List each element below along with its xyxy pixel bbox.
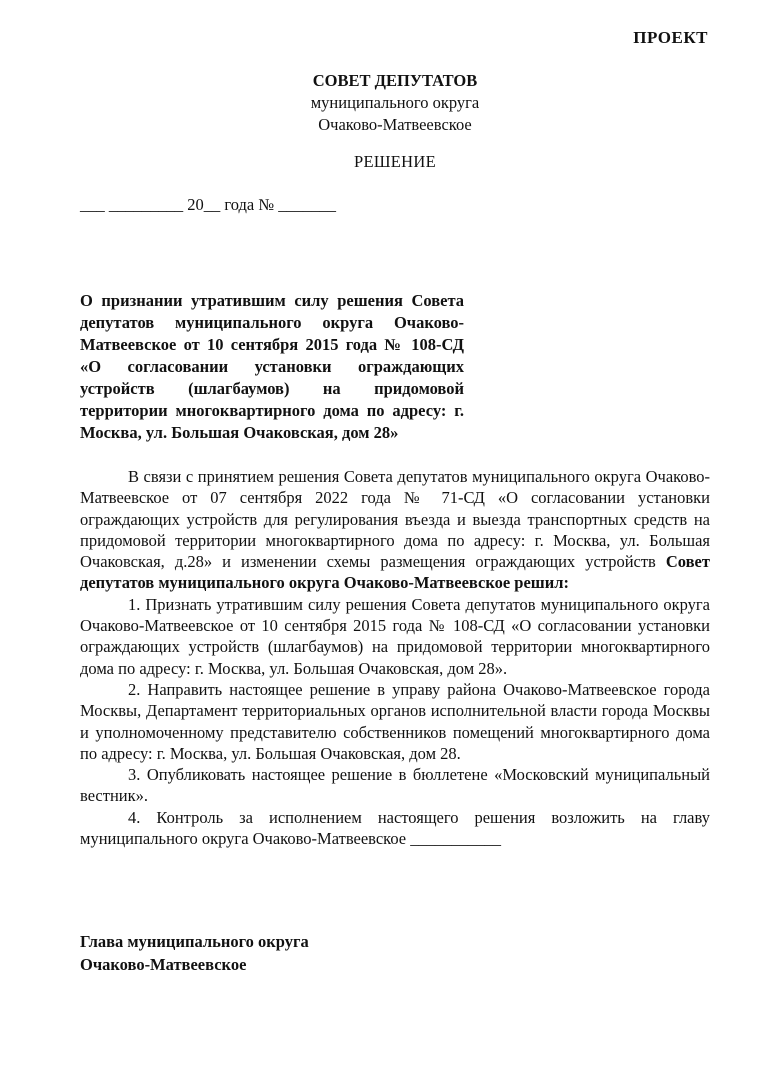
document-header (0, 70, 763, 136)
preamble-resolution: Совет депутатов муниципального округа Очаково-Матвеевское решил: (80, 552, 710, 593)
district-line: муниципального округа (310, 93, 480, 112)
decision-subject: О признании утратившим силу решения Совета депутатов муниципального округа Очаково-Матвеевское от 10 сентября 2015 года № 108-СД «О согласовании установки ограждающих устройств (шлагбаумов) на придомовой территории многоквартирного дома по адресу: г. Москва, ул. Большая Очаковская, дом 28» (80, 291, 464, 442)
item-1: 1. Признать утратившим силу решения Совета депутатов муниципального округа Очаково-Матвеевское от 10 сентября 2015 года № 108-СД «О согласовании установки ограждающих устройств (шлагбаумов) на придомовой территории многоквартирного дома по адресу: г. Москва, ул. Большая Очаковская, дом 28». (80, 594, 710, 678)
signature-block (80, 930, 309, 976)
preamble-paragraph (80, 466, 710, 594)
item-4: 4. Контроль за исполнением настоящего решения возложить на главу муниципального округа Очаково-Матвеевское ___________ (80, 807, 710, 849)
item-3: 3. Опубликовать настоящее решение в бюллетене «Московский муниципальный вестник». (80, 765, 710, 806)
decision-title: РЕШЕНИЕ (354, 152, 436, 171)
district-name: Очаково-Матвеевское (318, 115, 472, 134)
draft-mark: ПРОЕКТ (633, 28, 708, 47)
signature-title: Глава муниципального округа (80, 932, 309, 951)
preamble-text: В связи с принятием решения Совета депутатов муниципального округа Очаково-Матвеевское от 07 сентября 2022 года № 71-СД «О согласовании установки ограждающих устройств для регулирования въезда и выезда транспортных средств на придомовой территории многоквартирного дома по адресу: г. Москва, ул. Большая Очаковская, д.28» и изменении схемы размещения ограждающих устройств (80, 467, 710, 572)
signature-district: Очаково-Матвеевское (80, 955, 247, 974)
item-2: 2. Направить настоящее решение в управу района Очаково-Матвеевское города Москвы, Департамент территориальных органов исполнительной власти города Москвы и уполномоченному представителю собственников помещений многоквартирного дома по адресу: г. Москва, ул. Большая Очаковская, дом 28. (80, 679, 710, 763)
date-number-line: ___ _________ 20__ года № _______ (80, 195, 336, 214)
council-name: СОВЕТ ДЕПУТАТОВ (312, 71, 478, 90)
decision-body (80, 466, 710, 849)
